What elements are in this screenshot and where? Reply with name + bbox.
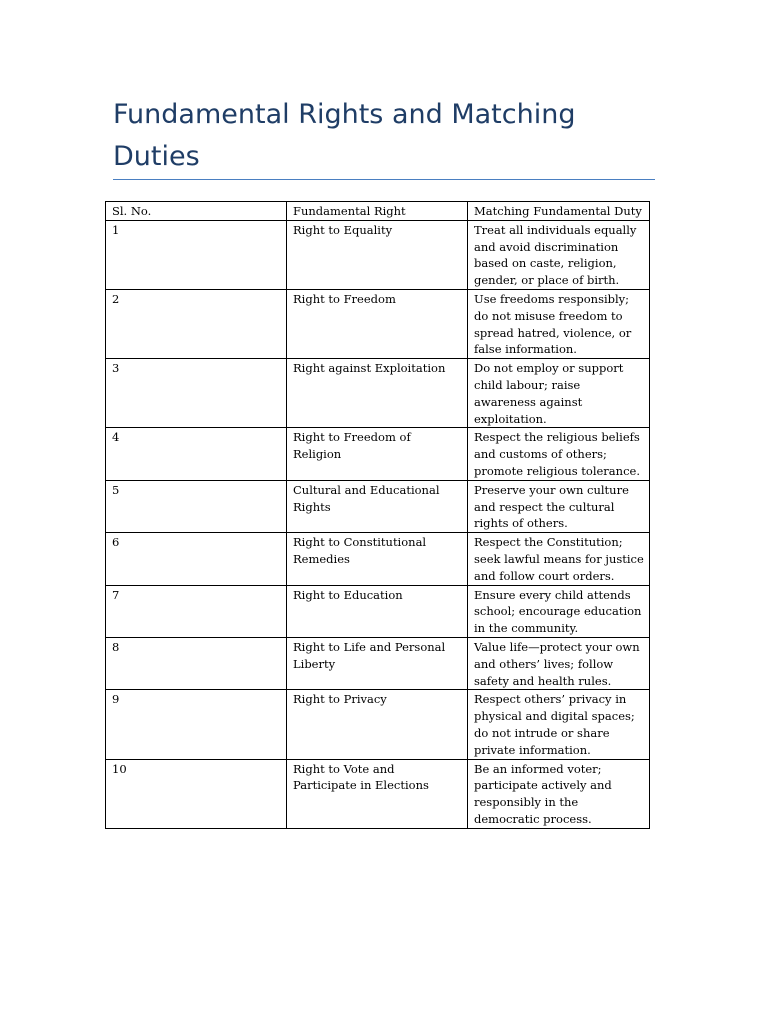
right-cell: Right to Life and Personal Liberty	[287, 637, 468, 689]
duty-cell: Ensure every child attends school; encourage education in the community.	[468, 585, 650, 637]
table-row	[106, 690, 650, 759]
duty-cell: Use freedoms responsibly; do not misuse freedom to spread hatred, violence, or false information.	[468, 289, 650, 358]
table-row	[106, 759, 650, 828]
table-row	[106, 637, 650, 689]
right-cell: Right to Vote and Participate in Elections	[287, 759, 468, 828]
duty-cell: Be an informed voter; participate actively and responsibly in the democratic process.	[468, 759, 650, 828]
table-row	[106, 480, 650, 532]
duty-cell: Value life—protect your own and others’ lives; follow safety and health rules.	[468, 637, 650, 689]
duty-cell: Respect others’ privacy in physical and digital spaces; do not intrude or share private information.	[468, 690, 650, 759]
serial-number-cell: 8	[106, 637, 287, 689]
serial-number-cell: 10	[106, 759, 287, 828]
table-row	[106, 585, 650, 637]
right-cell: Right to Freedom of Religion	[287, 428, 468, 480]
right-cell: Right to Equality	[287, 220, 468, 289]
right-cell: Right to Constitutional Remedies	[287, 533, 468, 585]
page-title: Fundamental Rights and Matching Duties	[113, 99, 576, 172]
serial-number-cell: 6	[106, 533, 287, 585]
serial-number-cell: 3	[106, 359, 287, 428]
right-cell: Right to Freedom	[287, 289, 468, 358]
table-row	[106, 289, 650, 358]
right-cell: Right to Privacy	[287, 690, 468, 759]
serial-number-cell: 7	[106, 585, 287, 637]
table-row	[106, 359, 650, 428]
duty-cell: Do not employ or support child labour; raise awareness against exploitation.	[468, 359, 650, 428]
table-row	[106, 533, 650, 585]
serial-number-cell: 4	[106, 428, 287, 480]
header-serial-number: Sl. No.	[106, 202, 287, 221]
title-underline	[113, 179, 655, 180]
table-row	[106, 220, 650, 289]
duty-cell: Preserve your own culture and respect the cultural rights of others.	[468, 480, 650, 532]
right-cell: Cultural and Educational Rights	[287, 480, 468, 532]
header-fundamental-right: Fundamental Right	[287, 202, 468, 221]
duty-cell: Respect the Constitution; seek lawful means for justice and follow court orders.	[468, 533, 650, 585]
header-matching-duty: Matching Fundamental Duty	[468, 202, 650, 221]
table-row	[106, 428, 650, 480]
serial-number-cell: 2	[106, 289, 287, 358]
right-cell: Right against Exploitation	[287, 359, 468, 428]
rights-duties-table	[105, 201, 650, 829]
duty-cell: Respect the religious beliefs and customs of others; promote religious tolerance.	[468, 428, 650, 480]
table-header-row	[106, 202, 650, 221]
right-cell: Right to Education	[287, 585, 468, 637]
serial-number-cell: 9	[106, 690, 287, 759]
duty-cell: Treat all individuals equally and avoid discrimination based on caste, religion, gender, or place of birth.	[468, 220, 650, 289]
serial-number-cell: 1	[106, 220, 287, 289]
serial-number-cell: 5	[106, 480, 287, 532]
